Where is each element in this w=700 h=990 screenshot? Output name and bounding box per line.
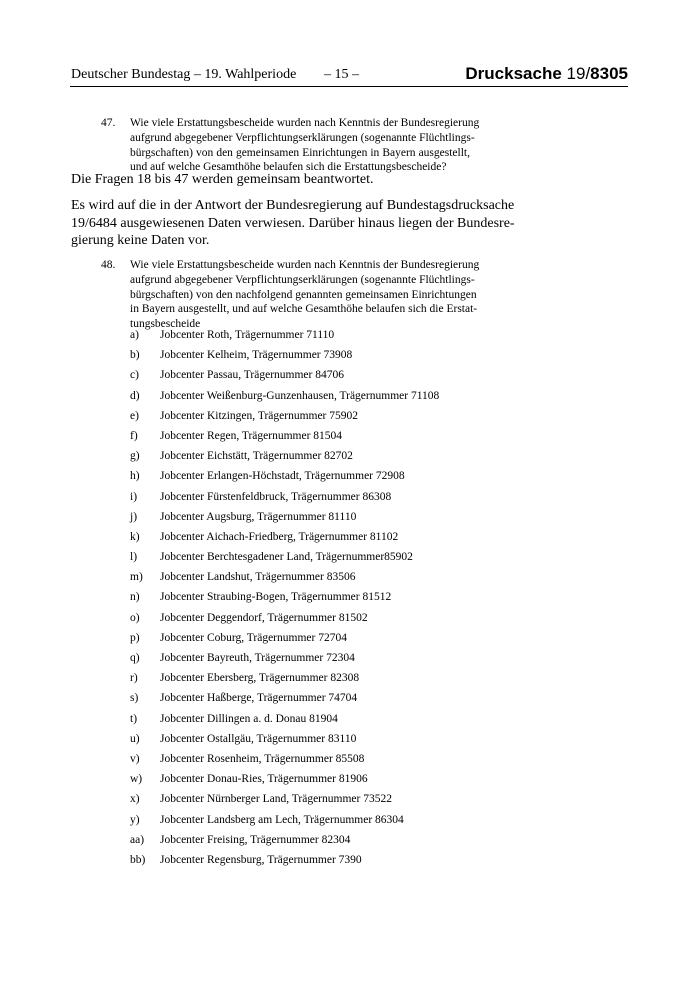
list-item [130, 652, 530, 672]
answer-intro [71, 171, 479, 189]
list-item-label: t) [130, 712, 138, 725]
jobcenter-list [130, 329, 530, 874]
list-item [130, 390, 530, 410]
list-item-text: Jobcenter Haßberge, Trägernummer 74704 [160, 692, 358, 705]
list-item-text: Jobcenter Rosenheim, Trägernummer 85508 [160, 752, 365, 765]
list-item-text: Jobcenter Passau, Trägernummer 84706 [160, 369, 344, 382]
list-item [130, 632, 530, 652]
question-48-line: bürgschaften) von den nachfolgend genannten gemeinsamen Einrichtungen [130, 288, 477, 301]
list-item-label: w) [130, 773, 143, 786]
question-47-text [130, 116, 480, 175]
question-47-line: und auf welche Gesamthöhe belaufen sich die Erstattungsbescheide? [130, 161, 447, 174]
answer-line: Es wird auf die in der Antwort der Bundesregierung auf Bundestagsdrucksache [71, 198, 515, 213]
question-47-line: bürgschaften) von den gemeinsamen Einrichtungen in Bayern ausgestellt, [130, 146, 470, 159]
list-item-label: j) [130, 510, 138, 523]
list-item-text: Jobcenter Regensburg, Trägernummer 7390 [160, 853, 362, 866]
list-item-label: n) [130, 591, 140, 604]
list-item-text: Jobcenter Kitzingen, Trägernummer 75902 [160, 409, 359, 422]
list-item [130, 612, 530, 632]
list-item-label: s) [130, 692, 139, 705]
list-item-label: i) [130, 490, 138, 503]
list-item [130, 551, 530, 571]
list-item-text: Jobcenter Donau-Ries, Trägernummer 81906 [160, 773, 368, 786]
list-item-label: r) [130, 672, 138, 685]
question-48-line: tungsbescheide [130, 318, 201, 331]
list-item-text: Jobcenter Freising, Trägernummer 82304 [160, 833, 351, 846]
list-item-label: h) [130, 470, 140, 483]
list-item-text: Jobcenter Regen, Trägernummer 81504 [160, 429, 343, 442]
answer-intro-text: Die Fragen 18 bis 47 werden gemeinsam beantwortet. [71, 172, 374, 187]
list-item-text: Jobcenter Erlangen-Höchstadt, Trägernummer 72908 [160, 470, 405, 483]
list-item [130, 814, 530, 834]
list-item-text: Jobcenter Roth, Trägernummer 71110 [160, 329, 335, 341]
list-item [130, 511, 530, 531]
list-item-label: x) [130, 793, 140, 806]
question-48-line: aufgrund abgegebener Verpflichtungserklärungen (sogenannte Flüchtlings- [130, 273, 475, 286]
list-item [130, 733, 530, 753]
list-item [130, 491, 530, 511]
question-48-line: Wie viele Erstattungsbescheide wurden nach Kenntnis der Bundesregierung [130, 259, 480, 271]
list-item [130, 591, 530, 611]
list-item-text: Jobcenter Augsburg, Trägernummer 81110 [160, 510, 357, 523]
question-47-line: aufgrund abgegebener Verpflichtungserklärungen (sogenannte Flüchtlings- [130, 131, 475, 144]
header-publication: Deutscher Bundestag – 19. Wahlperiode [71, 67, 297, 82]
list-item-label: d) [130, 389, 140, 402]
document-number-suffix: 8305 [590, 64, 628, 83]
answer-line: 19/6484 ausgewiesenen Daten verwiesen. Darüber hinaus liegen der Bundesre- [71, 215, 515, 231]
list-item-text: Jobcenter Ostallgäu, Trägernummer 83110 [160, 732, 357, 745]
list-item-label: c) [130, 369, 139, 382]
list-item-text: Jobcenter Kelheim, Trägernummer 73908 [160, 349, 353, 362]
list-item-label: k) [130, 530, 140, 543]
list-item-text: Jobcenter Fürstenfeldbruck, Trägernummer 86308 [160, 490, 392, 503]
list-item-text: Jobcenter Coburg, Trägernummer 72704 [160, 631, 347, 644]
list-item [130, 410, 530, 430]
list-item [130, 369, 530, 389]
list-item [130, 753, 530, 773]
answer-text [71, 197, 515, 250]
list-item-label: e) [130, 409, 139, 422]
question-47-line: Wie viele Erstattungsbescheide wurden nach Kenntnis der Bundesregierung [130, 117, 480, 129]
list-item-text: Jobcenter Straubing-Bogen, Trägernummer 81512 [160, 591, 392, 604]
list-item-text: Jobcenter Aichach-Friedberg, Trägernummer 81102 [160, 530, 399, 543]
list-item [130, 834, 530, 854]
list-item-text: Jobcenter Deggendorf, Trägernummer 81502 [160, 611, 368, 624]
list-item-text: Jobcenter Bayreuth, Trägernummer 72304 [160, 652, 355, 664]
list-item [130, 531, 530, 551]
list-item [130, 692, 530, 712]
list-item [130, 349, 530, 369]
list-item-label: g) [130, 450, 140, 463]
list-item-text: Jobcenter Ebersberg, Trägernummer 82308 [160, 672, 360, 685]
list-item-text: Jobcenter Landsberg am Lech, Trägernummer 86304 [160, 813, 404, 826]
list-item-text: Jobcenter Weißenburg-Gunzenhausen, Trägernummer 71108 [160, 389, 440, 402]
list-item-text: Jobcenter Berchtesgadener Land, Trägernummer85902 [160, 551, 413, 564]
question-48-number: 48. [101, 259, 116, 271]
list-item-label: a) [130, 329, 139, 341]
list-item-text: Jobcenter Eichstätt, Trägernummer 82702 [160, 450, 353, 463]
list-item-label: q) [130, 652, 140, 664]
list-item-label: u) [130, 732, 140, 745]
list-item-text: Jobcenter Dillingen a. d. Donau 81904 [160, 712, 338, 725]
list-item-label: aa) [130, 833, 145, 846]
list-item [130, 713, 530, 733]
document-label: Drucksache [465, 64, 562, 83]
list-item-label: p) [130, 631, 140, 644]
list-item-label: bb) [130, 853, 146, 866]
document-number-prefix: 19/ [566, 64, 591, 83]
list-item [130, 672, 530, 692]
list-item-label: y) [130, 813, 140, 826]
page-header [70, 66, 628, 87]
list-item [130, 450, 530, 470]
list-item-text: Jobcenter Landshut, Trägernummer 83506 [160, 571, 356, 584]
list-item [130, 470, 530, 490]
list-item [130, 793, 530, 813]
list-item [130, 773, 530, 793]
list-item-label: l) [130, 551, 138, 564]
question-48-line: in Bayern ausgestellt, und auf welche Gesamthöhe belaufen sich die Erstat- [130, 303, 478, 316]
list-item-text: Jobcenter Nürnberger Land, Trägernummer 73522 [160, 793, 392, 806]
document-number [465, 64, 628, 84]
list-item-label: m) [130, 571, 143, 584]
answer-line: gierung keine Daten vor. [71, 233, 210, 248]
page-number: – 15 – [324, 67, 359, 82]
list-item [130, 854, 530, 874]
list-item [130, 430, 530, 450]
list-item [130, 329, 530, 349]
list-item-label: b) [130, 349, 140, 362]
list-item [130, 571, 530, 591]
question-47-number: 47. [101, 117, 116, 129]
list-item-label: o) [130, 611, 140, 624]
question-48-text [130, 258, 480, 332]
list-item-label: f) [130, 429, 138, 442]
list-item-label: v) [130, 752, 140, 765]
